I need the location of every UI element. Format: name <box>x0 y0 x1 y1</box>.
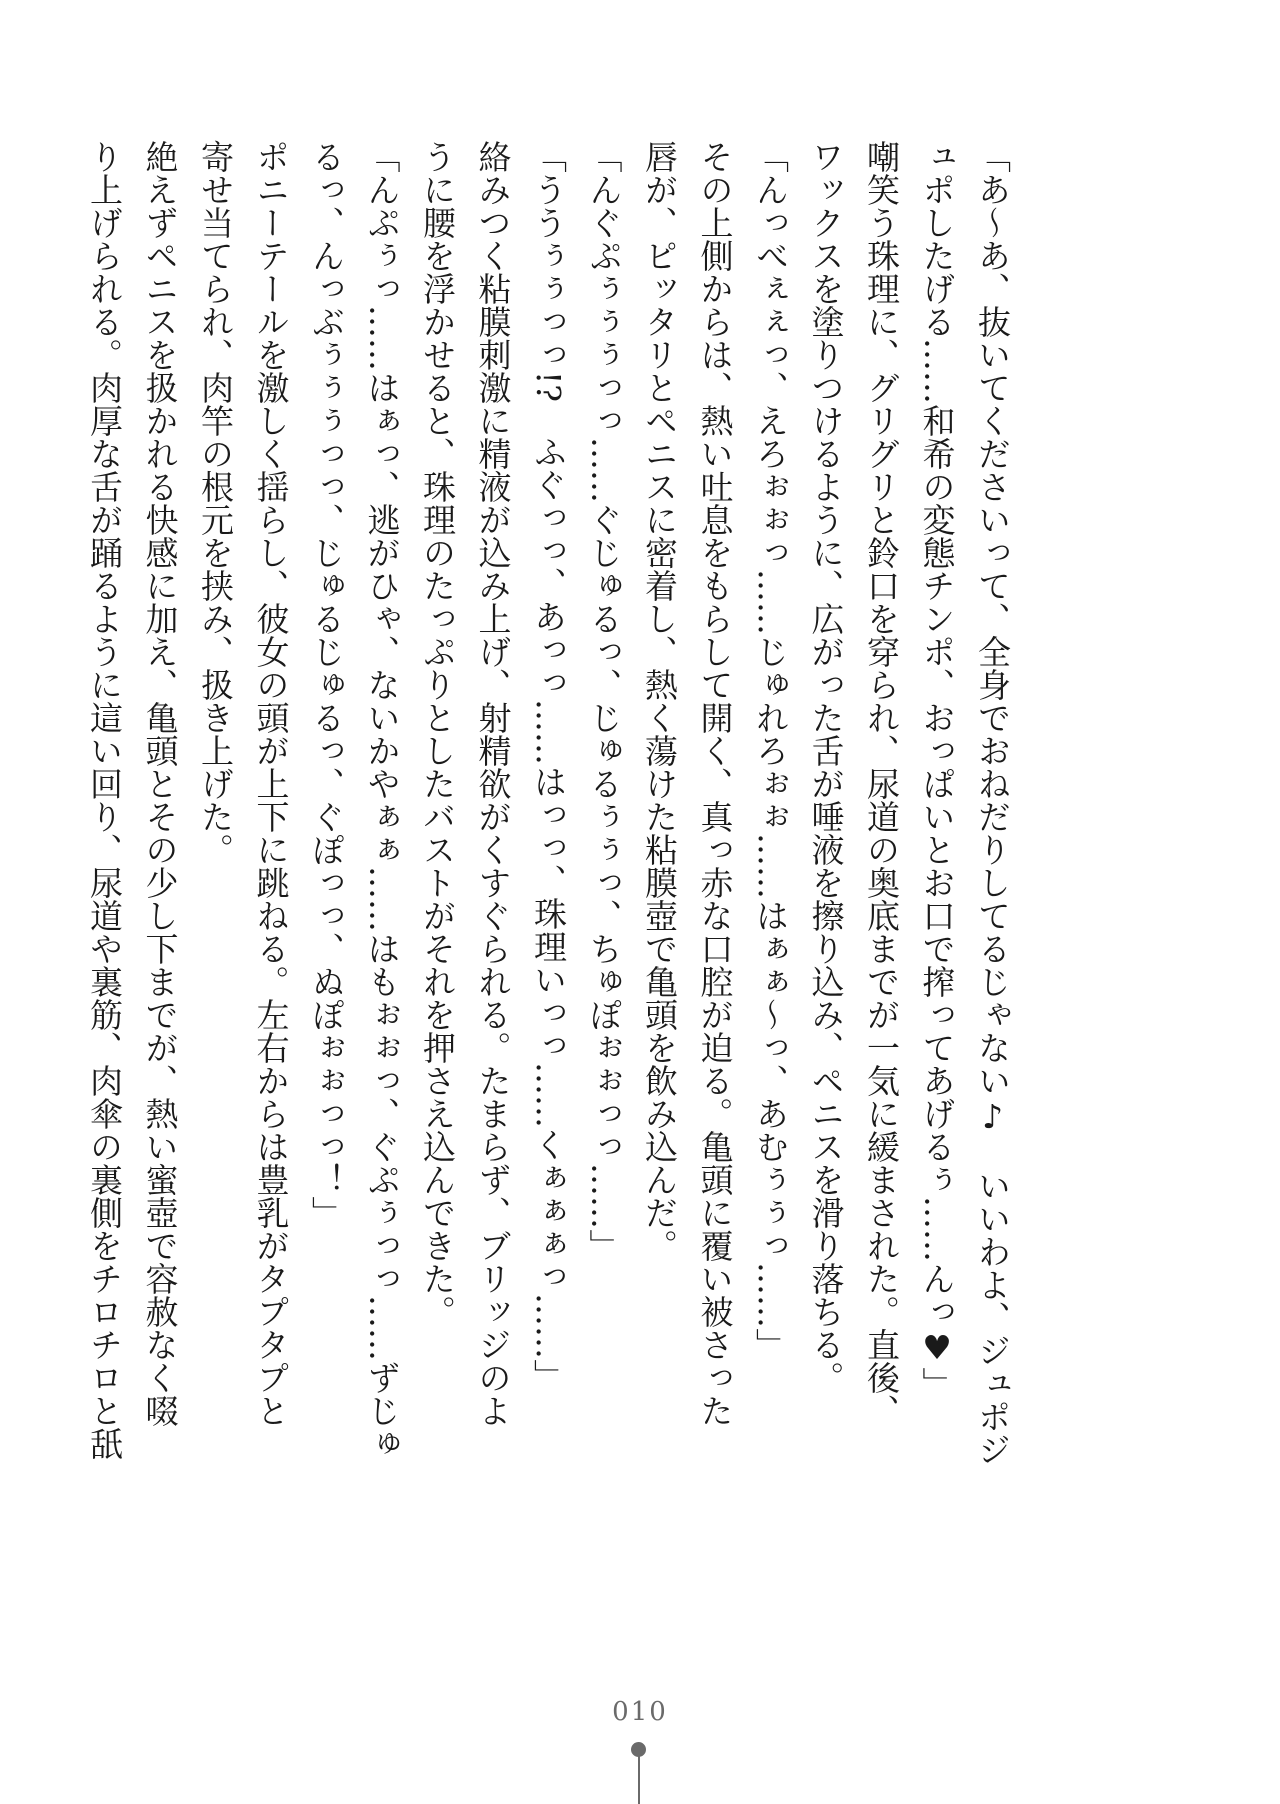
vertical-text-body <box>85 140 1020 1466</box>
text-line: 絶えずペニスを扱かれる快感に加え、亀頭とその少し下までが、熱い蜜壺で容赦なく啜 <box>140 140 180 1427</box>
page-number: 010 <box>612 1697 668 1727</box>
text-line: ワックスを塗りつけるように、広がった舌が唾液を擦り込み、ペニスを滑り落ちる。 <box>806 140 846 1394</box>
text-line: 「んぐぷぅぅぅっっ……ぐじゅるっ、じゅるぅぅっ、ちゅぽぉぉっっ……」 <box>584 140 624 1262</box>
text-line: 「ううぅぅっっ!? ふぐっっ、あっっ……はっっ、珠理いっっ……くぁぁぁっ……」 <box>529 140 568 1392</box>
text-line: り上げられる。肉厚な舌が踊るように這い回り、尿道や裏筋、肉傘の裏側をチロチロと舐 <box>85 140 124 1460</box>
text-line: 「あ～あ、抜いてくださいって、全身でおねだりしてるじゃない♪ いいわよ、ジュポジ <box>973 140 1012 1466</box>
text-line: 寄せ当てられ、肉竿の根元を挟み、扱き上げた。 <box>196 140 235 866</box>
text-line: 絡みつく粘膜刺激に精液が込み上げ、射精欲がくすぐられる。たまらず、ブリッジのよ <box>473 140 513 1427</box>
text-line: 「んっべぇぇっ、えろぉぉっ……じゅれろぉぉ……はぁぁ～っ、あむぅぅっ……」 <box>751 140 790 1361</box>
text-line: るっ、んっぶぅぅぅっっ、じゅるじゅるっ、ぐぽっっ、ぬぽぉぉっっ！」 <box>307 140 346 1229</box>
text-line: その上側からは、熱い吐息をもらして開く、真っ赤な口腔が迫る。亀頭に覆い被さった <box>695 140 735 1427</box>
text-line: 唇が、ピッタリとペニスに密着し、熱く蕩けた粘膜壺で亀頭を飲み込んだ。 <box>640 140 679 1262</box>
text-line: ュポしたげる……和希の変態チンポ、おっぱいとお口で搾ってあげるぅ……んっ♥」 <box>917 140 957 1400</box>
text-line: ポニーテールを激しく揺らし、彼女の頭が上下に跳ねる。左右からは豊乳がタプタプと <box>251 140 291 1427</box>
page-marker-dot-icon <box>631 1742 646 1757</box>
text-line: 「んぷぅっ……はぁっ、逃がひゃ、ないかやぁぁ……はもぉぉっ、ぐぷぅっっ……ずじゅ <box>362 140 402 1460</box>
text-line: うに腰を浮かせると、珠理のたっぷりとしたバストがそれを押さえ込んできた。 <box>418 140 457 1328</box>
page-marker-line <box>638 1756 640 1804</box>
text-line: 嘲笑う珠理に、グリグリと鈴口を穿られ、尿道の奥底までが一気に緩まされた。直後、 <box>862 140 901 1427</box>
